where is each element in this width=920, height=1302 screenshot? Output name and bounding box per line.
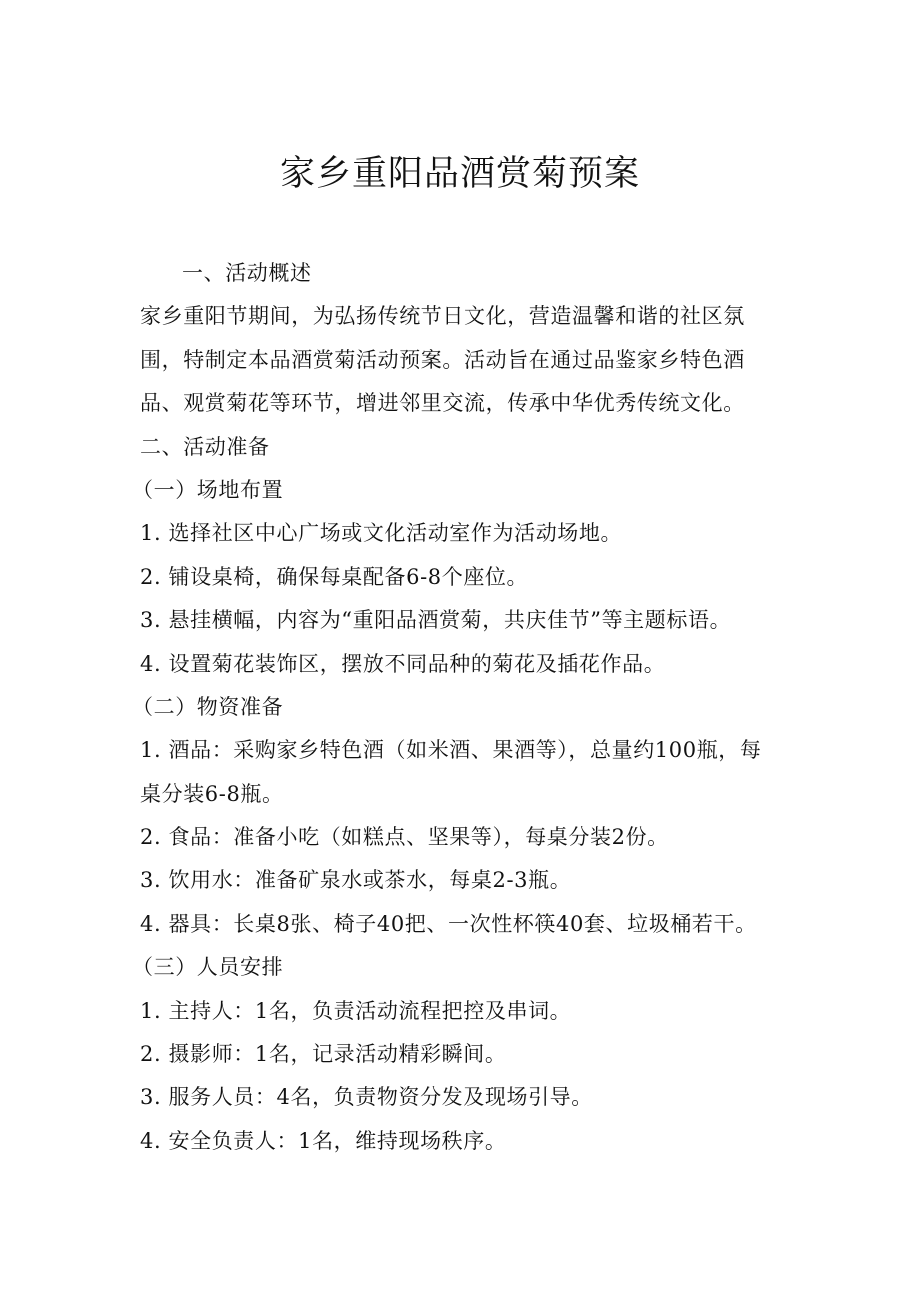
list-item: 3. 服务人员：4名，负责物资分发及现场引导。 xyxy=(140,1085,593,1110)
list-item: 2. 摄影师：1名，记录活动精彩瞬间。 xyxy=(140,1042,507,1067)
list-item: 3. 饮用水：准备矿泉水或茶水，每桌2-3瓶。 xyxy=(140,868,572,893)
subsection-heading: （二）物资准备 xyxy=(132,694,284,719)
paragraph-line: 围，特制定本品酒赏菊活动预案。活动旨在通过品鉴家乡特色酒 xyxy=(140,347,745,372)
list-item: 4. 设置菊花装饰区，摆放不同品种的菊花及插花作品。 xyxy=(140,651,666,676)
list-item: 2. 食品：准备小吃（如糕点、坚果等），每桌分装2份。 xyxy=(140,825,669,850)
paragraph-line: 家乡重阳节期间，为弘扬传统节日文化，营造温馨和谐的社区氛 xyxy=(140,304,745,329)
list-item: 2. 铺设桌椅，确保每桌配备6-8个座位。 xyxy=(140,564,529,589)
paragraph-line: 品、观赏菊花等环节，增进邻里交流，传承中华优秀传统文化。 xyxy=(140,391,745,416)
list-item: 4. 安全负责人：1名，维持现场秩序。 xyxy=(140,1128,507,1153)
list-item: 1. 酒品：采购家乡特色酒（如米酒、果酒等），总量约100瓶，每 xyxy=(140,738,762,763)
subsection-heading: （一）场地布置 xyxy=(132,477,284,502)
list-item: 1. 主持人：1名，负责活动流程把控及串词。 xyxy=(140,998,572,1023)
section-heading: 一、活动概述 xyxy=(182,261,312,285)
list-item: 3. 悬挂横幅，内容为“重阳品酒赏菊，共庆佳节”等主题标语。 xyxy=(140,608,732,633)
list-item: 1. 选择社区中心广场或文化活动室作为活动场地。 xyxy=(140,521,623,546)
subsection-heading: （三）人员安排 xyxy=(132,955,284,980)
list-item-continuation: 桌分装6-8瓶。 xyxy=(140,781,284,806)
document-title: 家乡重阳品酒赏菊预案 xyxy=(279,154,640,194)
document-body xyxy=(132,252,790,1163)
list-item: 4. 器具：长桌8张、椅子40把、一次性杯筷40套、垃圾桶若干。 xyxy=(140,911,757,936)
section-heading: 二、活动准备 xyxy=(140,434,270,459)
